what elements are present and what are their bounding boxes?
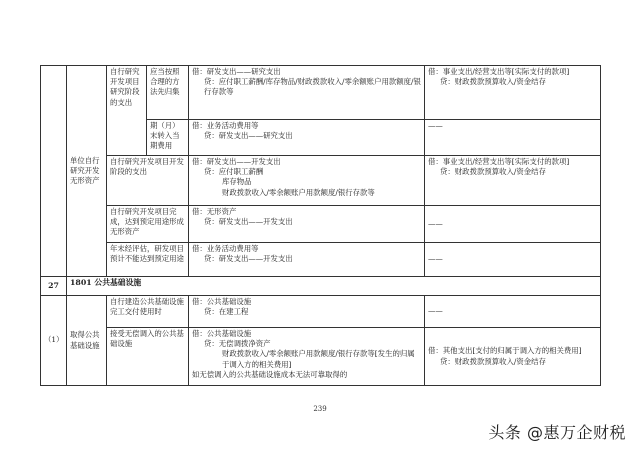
- entry-line: 借：业务活动费用等: [192, 244, 259, 253]
- scenario-text: 接受无偿调入的公共基础设施: [110, 329, 184, 349]
- cell-item-no: [41, 66, 67, 277]
- cell-scenario: [107, 206, 189, 243]
- scenario-text: 自行研究开发项目开发阶段的支出: [110, 157, 184, 177]
- entry-line: 借：研发支出——开发支出: [192, 157, 281, 166]
- entry-line: 借：业务活动费用等: [192, 121, 259, 130]
- entry-line: ——: [428, 254, 443, 264]
- entry-line: 借：其他支出[支付的归属于调入方的相关费用]: [428, 346, 582, 356]
- entry-line: 贷：在建工程: [204, 307, 249, 317]
- table-row: [41, 328, 601, 386]
- cell-budget-entry: [425, 328, 601, 386]
- cell-financial-entry: [189, 206, 425, 243]
- cell-business-type: [67, 66, 107, 277]
- entry-line: 贷：应付职工薪酬: [204, 167, 264, 177]
- entry-line: 借：公共基础设施: [192, 329, 252, 338]
- entry-line: 借：无形资产: [192, 207, 237, 216]
- business-type-text: 单位自行研究开发无形资产: [70, 155, 100, 186]
- cell-scenario: [107, 243, 189, 277]
- section-header-row: [41, 277, 601, 296]
- business-type-text: 取得公共基础设施: [70, 330, 100, 350]
- cell-budget-entry: [425, 243, 601, 277]
- table-row: [41, 156, 601, 206]
- entry-line: ——: [428, 121, 443, 130]
- cell-financial-entry: [189, 328, 425, 386]
- entry-line: 贷：财政拨款预算收入/资金结存: [440, 77, 546, 87]
- cell-financial-entry: [189, 156, 425, 206]
- sub-scenario-text: 应当按照合理的方法先归集: [150, 67, 180, 97]
- entry-line: 库存物品: [222, 177, 252, 187]
- entry-line: 贷：研发支出——开发支出: [204, 217, 293, 227]
- entry-line: 贷：研发支出——研究支出: [204, 131, 293, 141]
- cell-financial-entry: [189, 120, 425, 156]
- entry-line: 贷：财政拨款预算收入/资金结存: [440, 356, 546, 366]
- entry-line: 借：研发支出——研究支出: [192, 67, 281, 76]
- cell-budget-entry: [425, 156, 601, 206]
- accounting-entries-table: [40, 65, 601, 386]
- sub-scenario-text: 期（月）末转入当期费用: [150, 121, 180, 151]
- scenario-text: 年末经评估，研发项目预计不能达到预定用途: [110, 244, 184, 264]
- table-row: [41, 66, 601, 120]
- section-title: 1801 公共基础设施: [67, 277, 601, 296]
- entry-line: 财政拨款收入/零余额账户用款额度/银行存款等: [222, 187, 375, 197]
- cell-financial-entry: [189, 66, 425, 120]
- cell-budget-entry: [425, 296, 601, 328]
- entry-line: 借：公共基础设施: [192, 297, 252, 306]
- table-row: [41, 296, 601, 328]
- cell-business-type: [67, 296, 107, 386]
- scenario-text: 自行研究开发项目完成，达到预定用途形成无形资产: [110, 207, 184, 237]
- cell-budget-entry: [425, 120, 601, 156]
- scenario-text: 自行研究开发项目研究阶段的支出: [110, 67, 140, 107]
- cell-financial-entry: [189, 296, 425, 328]
- cell-sub-scenario: [147, 66, 189, 120]
- entry-line: 如无偿调入的公共基础设施成本无法可靠取得的: [192, 369, 348, 379]
- table-row: [41, 206, 601, 243]
- cell-budget-entry: [425, 206, 601, 243]
- watermark-text: 头条 @惠万企财税: [488, 423, 626, 442]
- cell-budget-entry: [425, 66, 601, 120]
- page-number: 239: [313, 405, 327, 413]
- section-number: 27: [41, 277, 67, 296]
- cell-financial-entry: [189, 243, 425, 277]
- table-row: [41, 243, 601, 277]
- entry-line: 贷：研发支出——开发支出: [204, 254, 293, 264]
- cell-scenario: [107, 296, 189, 328]
- cell-scenario: [107, 156, 189, 206]
- cell-item-no: （1）: [41, 296, 67, 386]
- cell-scenario: [107, 66, 147, 156]
- entry-line: 贷：应付职工薪酬/库存物品/财政拨款收入/零余额账户用款额度/银行存款等: [204, 77, 421, 97]
- entry-line: 借：事业支出/经营支出等[实际支付的款项]: [428, 157, 570, 166]
- scenario-text: 自行建造公共基础设施完工交付使用时: [110, 297, 184, 317]
- entry-line: 贷：无偿调拨净资产: [204, 339, 271, 349]
- entry-line: 贷：财政拨款预算收入/资金结存: [440, 167, 546, 177]
- entry-line: 借：事业支出/经营支出等[实际支付的款项]: [428, 67, 570, 76]
- entry-line: ——: [428, 306, 443, 316]
- entry-line: 财政拨款收入/零余额账户用款额度/银行存款等[发生的归属于调入方的相关费用]: [222, 349, 415, 369]
- cell-sub-scenario: [147, 120, 189, 156]
- entry-line: ——: [428, 218, 443, 228]
- cell-scenario: [107, 328, 189, 386]
